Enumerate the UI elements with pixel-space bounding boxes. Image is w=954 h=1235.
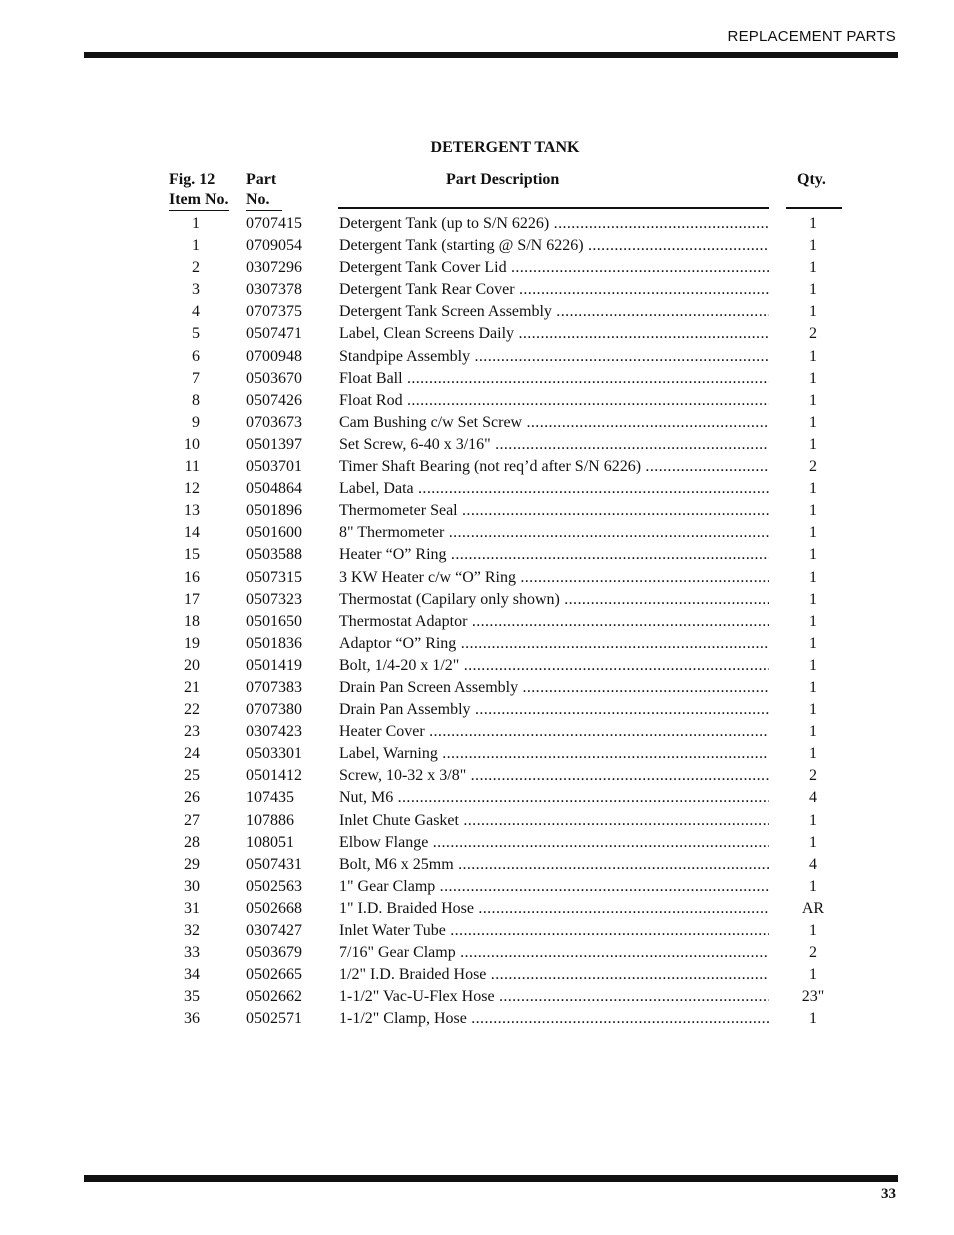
qty-header-underline (786, 207, 842, 209)
table-row (0, 787, 954, 809)
part-description: Screw, 10-32 x 3/8" ..... (339, 765, 769, 787)
part-number: 0507471 (246, 325, 302, 343)
part-description: Timer Shaft Bearing (not req’d after S/N 6226) ..... (339, 456, 769, 478)
part-number: 0709054 (246, 237, 302, 255)
quantity: 2 (809, 458, 817, 476)
table-row (0, 346, 954, 368)
item-number: 32 (184, 922, 200, 939)
quantity: 4 (809, 855, 817, 873)
quantity: 1 (809, 546, 817, 564)
item-number: 35 (184, 988, 200, 1006)
quantity: 2 (809, 767, 817, 785)
quantity: 2 (809, 944, 817, 962)
part-description: Bolt, M6 x 25mm ..... (339, 854, 769, 876)
item-number: 8 (192, 391, 200, 409)
part-description: Bolt, 1/4-20 x 1/2" ..... (339, 655, 769, 677)
column-header-part (246, 170, 282, 211)
item-number: 7 (192, 369, 200, 387)
part-description: Detergent Tank Rear Cover ..... (339, 279, 769, 301)
table-row (0, 1008, 954, 1030)
quantity: 1 (809, 701, 817, 719)
item-number: 26 (184, 789, 200, 807)
part-description: Standpipe Assembly ..... (339, 346, 769, 368)
quantity: 1 (809, 281, 817, 299)
table-row (0, 986, 954, 1008)
part-description: 1/2" I.D. Braided Hose ..... (339, 964, 769, 986)
part-number: 0503679 (246, 944, 302, 962)
item-number: 36 (184, 1010, 200, 1028)
part-number: 107886 (246, 811, 294, 829)
part-description: Elbow Flange ..... (339, 832, 769, 854)
part-number: 0707383 (246, 678, 302, 696)
part-description: 1" Gear Clamp ..... (339, 876, 769, 898)
table-row (0, 876, 954, 898)
part-number: 0503588 (246, 546, 302, 564)
item-number: 15 (184, 546, 200, 564)
part-number: 0501836 (246, 634, 302, 652)
part-number: 0507315 (246, 568, 302, 586)
part-description: Drain Pan Screen Assembly ..... (339, 677, 769, 699)
quantity: 1 (809, 966, 817, 984)
part-description: Thermometer Seal ..... (339, 500, 769, 522)
part-description: Float Ball ..... (339, 368, 769, 390)
part-description: Detergent Tank (up to S/N 6226) ..... (339, 213, 769, 235)
quantity: 1 (809, 568, 817, 586)
part-number: 0307378 (246, 281, 302, 299)
item-number: 24 (184, 745, 200, 763)
item-number: 34 (184, 966, 200, 984)
item-number: 6 (192, 347, 200, 365)
item-number: 11 (184, 458, 200, 476)
quantity: 1 (809, 833, 817, 851)
part-description: Drain Pan Assembly ..... (339, 699, 769, 721)
table-row (0, 235, 954, 257)
table-row (0, 522, 954, 544)
part-description: Thermostat Adaptor ..... (339, 611, 769, 633)
quantity: 1 (809, 237, 817, 255)
table-row (0, 323, 954, 345)
part-description: Thermostat (Capilary only shown) ..... (339, 589, 769, 611)
part-description: Inlet Water Tube ..... (339, 920, 769, 942)
table-row (0, 478, 954, 500)
quantity: 1 (809, 612, 817, 630)
part-description: 7/16" Gear Clamp ..... (339, 942, 769, 964)
table-row (0, 964, 954, 986)
part-description: Adaptor “O” Ring ..... (339, 633, 769, 655)
item-number: 31 (184, 899, 200, 917)
page-number: 33 (881, 1186, 896, 1202)
part-number: 0501412 (246, 767, 302, 785)
table-row (0, 898, 954, 920)
quantity: AR (801, 899, 825, 917)
part-number: 0707415 (246, 215, 302, 232)
item-number: 19 (184, 634, 200, 652)
part-number: 0307296 (246, 259, 302, 277)
item-number: 33 (184, 944, 200, 962)
part-description: Nut, M6 ..... (339, 787, 769, 809)
part-description: 3 KW Heater c/w “O” Ring ..... (339, 567, 769, 589)
part-number: 0501600 (246, 524, 302, 542)
quantity: 23" (801, 988, 825, 1006)
parts-list (0, 213, 954, 1030)
quantity: 1 (809, 303, 817, 321)
quantity: 2 (809, 325, 817, 343)
part-number: 0501419 (246, 656, 302, 674)
table-row (0, 633, 954, 655)
table-row (0, 456, 954, 478)
item-number: 21 (184, 678, 200, 696)
quantity: 1 (809, 215, 817, 232)
quantity: 1 (809, 1010, 817, 1028)
quantity: 1 (809, 435, 817, 453)
quantity: 1 (809, 590, 817, 608)
item-number: 16 (184, 568, 200, 586)
part-number: 0503301 (246, 745, 302, 763)
quantity: 1 (809, 347, 817, 365)
part-number: 0502668 (246, 899, 302, 917)
table-row (0, 544, 954, 566)
item-number: 5 (192, 325, 200, 343)
item-number: 12 (184, 480, 200, 498)
column-header-item-line1: Fig. 12 (169, 171, 216, 188)
part-number: 108051 (246, 833, 294, 851)
quantity: 1 (809, 745, 817, 763)
item-number: 1 (192, 237, 200, 255)
part-number: 0501896 (246, 502, 302, 520)
table-row (0, 589, 954, 611)
item-number: 10 (184, 435, 200, 453)
table-row (0, 567, 954, 589)
part-description: Label, Clean Screens Daily ..... (339, 323, 769, 345)
item-number: 18 (184, 612, 200, 630)
item-number: 17 (184, 590, 200, 608)
part-number: 0502665 (246, 966, 302, 984)
part-number: 0504864 (246, 480, 302, 498)
quantity: 1 (809, 480, 817, 498)
item-number: 9 (192, 413, 200, 431)
description-header-underline (338, 207, 769, 209)
table-row (0, 390, 954, 412)
table-row (0, 920, 954, 942)
item-number: 29 (184, 855, 200, 873)
column-header-qty: Qty. (797, 171, 826, 188)
part-number: 0503670 (246, 369, 302, 387)
part-description: Detergent Tank (starting @ S/N 6226) ..... (339, 235, 769, 257)
part-number: 107435 (246, 789, 294, 807)
part-number: 0507431 (246, 855, 302, 873)
table-row (0, 699, 954, 721)
quantity: 1 (809, 656, 817, 674)
item-number: 2 (192, 259, 200, 277)
part-description: Detergent Tank Screen Assembly ..... (339, 301, 769, 323)
bottom-rule (84, 1175, 898, 1182)
part-number: 0501397 (246, 435, 302, 453)
item-number: 27 (184, 811, 200, 829)
table-row (0, 412, 954, 434)
part-number: 0307427 (246, 922, 302, 939)
column-header-item (169, 170, 229, 211)
part-description: Label, Warning ..... (339, 743, 769, 765)
part-number: 0707380 (246, 701, 302, 719)
item-number: 22 (184, 701, 200, 719)
part-number: 0703673 (246, 413, 302, 431)
part-number: 0502571 (246, 1010, 302, 1028)
table-row (0, 743, 954, 765)
item-number: 4 (192, 303, 200, 321)
quantity: 1 (809, 678, 817, 696)
part-number: 0507323 (246, 590, 302, 608)
table-row (0, 832, 954, 854)
part-number: 0501650 (246, 612, 302, 630)
part-description: Inlet Chute Gasket ..... (339, 810, 769, 832)
item-number: 28 (184, 833, 200, 851)
table-row (0, 434, 954, 456)
table-row (0, 500, 954, 522)
part-description: Set Screw, 6-40 x 3/16" ..... (339, 434, 769, 456)
part-description: Heater Cover ..... (339, 721, 769, 743)
item-number: 3 (192, 281, 200, 299)
part-number: 0700948 (246, 347, 302, 365)
column-header-item-line2: Item No. (169, 190, 229, 211)
quantity: 1 (809, 877, 817, 895)
item-number: 1 (192, 215, 200, 232)
table-row (0, 301, 954, 323)
table-row (0, 765, 954, 787)
part-description: Label, Data ..... (339, 478, 769, 500)
table-row (0, 677, 954, 699)
quantity: 1 (809, 811, 817, 829)
part-number: 0507426 (246, 391, 302, 409)
part-description: Heater “O” Ring ..... (339, 544, 769, 566)
part-description: 1-1/2" Vac-U-Flex Hose ..... (339, 986, 769, 1008)
column-header-part-line2: No. (246, 190, 282, 211)
table-row (0, 942, 954, 964)
quantity: 1 (809, 922, 817, 939)
part-number: 0502563 (246, 877, 302, 895)
quantity: 1 (809, 413, 817, 431)
quantity: 1 (809, 634, 817, 652)
item-number: 13 (184, 502, 200, 520)
table-row (0, 257, 954, 279)
part-description: 8" Thermometer ..... (339, 522, 769, 544)
quantity: 1 (809, 391, 817, 409)
part-description: Detergent Tank Cover Lid ..... (339, 257, 769, 279)
part-description: 1" I.D. Braided Hose ..... (339, 898, 769, 920)
item-number: 25 (184, 767, 200, 785)
quantity: 1 (809, 723, 817, 741)
quantity: 1 (809, 369, 817, 387)
section-title: DETERGENT TANK (430, 139, 580, 156)
table-row (0, 721, 954, 743)
table-row (0, 279, 954, 301)
part-number: 0503701 (246, 458, 302, 476)
part-description: Cam Bushing c/w Set Screw ..... (339, 412, 769, 434)
quantity: 1 (809, 524, 817, 542)
column-header-part-line1: Part (246, 171, 277, 188)
item-number: 30 (184, 877, 200, 895)
table-row (0, 854, 954, 876)
column-header-description: Part Description (446, 171, 560, 188)
table-row (0, 213, 954, 235)
top-rule (84, 52, 898, 58)
item-number: 20 (184, 656, 200, 674)
table-row (0, 655, 954, 677)
quantity: 4 (809, 789, 817, 807)
part-description: Float Rod ..... (339, 390, 769, 412)
item-number: 23 (184, 723, 200, 741)
part-number: 0307423 (246, 723, 302, 741)
part-number: 0502662 (246, 988, 302, 1006)
quantity: 1 (809, 259, 817, 277)
table-row (0, 368, 954, 390)
quantity: 1 (809, 502, 817, 520)
table-row (0, 611, 954, 633)
table-row (0, 810, 954, 832)
section-header-label: REPLACEMENT PARTS (727, 28, 896, 45)
item-number: 14 (184, 524, 200, 542)
part-number: 0707375 (246, 303, 302, 321)
part-description: 1-1/2" Clamp, Hose ..... (339, 1008, 769, 1030)
